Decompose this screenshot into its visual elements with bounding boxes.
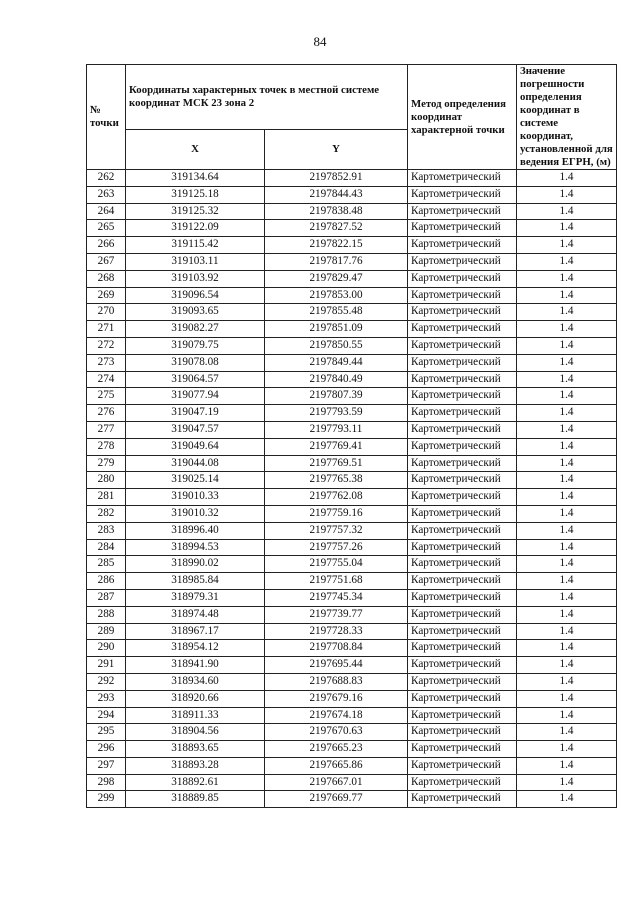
cell-point-number: 263 bbox=[87, 186, 126, 203]
table-row bbox=[87, 774, 617, 791]
cell-y: 2197852.91 bbox=[265, 170, 408, 187]
cell-point-number: 273 bbox=[87, 354, 126, 371]
cell-error: 1.4 bbox=[517, 539, 617, 556]
cell-method: Картометрический bbox=[408, 657, 517, 674]
table-row bbox=[87, 505, 617, 522]
cell-error: 1.4 bbox=[517, 741, 617, 758]
cell-method: Картометрический bbox=[408, 573, 517, 590]
cell-x: 319125.32 bbox=[126, 203, 265, 220]
cell-point-number: 266 bbox=[87, 237, 126, 254]
cell-point-number: 270 bbox=[87, 304, 126, 321]
cell-point-number: 299 bbox=[87, 791, 126, 808]
cell-method: Картометрический bbox=[408, 337, 517, 354]
coordinates-table bbox=[86, 64, 617, 808]
cell-error: 1.4 bbox=[517, 556, 617, 573]
cell-x: 318893.65 bbox=[126, 741, 265, 758]
cell-error: 1.4 bbox=[517, 421, 617, 438]
cell-point-number: 290 bbox=[87, 640, 126, 657]
cell-point-number: 296 bbox=[87, 741, 126, 758]
cell-method: Картометрический bbox=[408, 774, 517, 791]
cell-x: 318893.28 bbox=[126, 757, 265, 774]
cell-method: Картометрический bbox=[408, 690, 517, 707]
table-row bbox=[87, 640, 617, 657]
table-row bbox=[87, 304, 617, 321]
table-row bbox=[87, 371, 617, 388]
cell-point-number: 298 bbox=[87, 774, 126, 791]
cell-y: 2197667.01 bbox=[265, 774, 408, 791]
cell-y: 2197850.55 bbox=[265, 337, 408, 354]
cell-y: 2197739.77 bbox=[265, 606, 408, 623]
cell-method: Картометрический bbox=[408, 354, 517, 371]
cell-x: 318967.17 bbox=[126, 623, 265, 640]
table-row bbox=[87, 606, 617, 623]
table-row bbox=[87, 287, 617, 304]
cell-point-number: 288 bbox=[87, 606, 126, 623]
cell-point-number: 265 bbox=[87, 220, 126, 237]
cell-error: 1.4 bbox=[517, 321, 617, 338]
cell-x: 319064.57 bbox=[126, 371, 265, 388]
cell-error: 1.4 bbox=[517, 455, 617, 472]
cell-y: 2197793.59 bbox=[265, 405, 408, 422]
cell-point-number: 276 bbox=[87, 405, 126, 422]
cell-point-number: 281 bbox=[87, 489, 126, 506]
table-row bbox=[87, 455, 617, 472]
cell-point-number: 279 bbox=[87, 455, 126, 472]
cell-error: 1.4 bbox=[517, 657, 617, 674]
cell-point-number: 291 bbox=[87, 657, 126, 674]
cell-x: 318892.61 bbox=[126, 774, 265, 791]
cell-point-number: 267 bbox=[87, 253, 126, 270]
cell-error: 1.4 bbox=[517, 791, 617, 808]
cell-point-number: 285 bbox=[87, 556, 126, 573]
cell-y: 2197757.32 bbox=[265, 522, 408, 539]
cell-x: 319077.94 bbox=[126, 388, 265, 405]
cell-x: 319047.57 bbox=[126, 421, 265, 438]
cell-y: 2197851.09 bbox=[265, 321, 408, 338]
cell-point-number: 297 bbox=[87, 757, 126, 774]
cell-x: 319010.32 bbox=[126, 505, 265, 522]
cell-method: Картометрический bbox=[408, 237, 517, 254]
cell-y: 2197688.83 bbox=[265, 673, 408, 690]
cell-y: 2197759.16 bbox=[265, 505, 408, 522]
cell-y: 2197849.44 bbox=[265, 354, 408, 371]
cell-x: 319093.65 bbox=[126, 304, 265, 321]
page-number: 84 bbox=[313, 34, 327, 49]
cell-y: 2197807.39 bbox=[265, 388, 408, 405]
cell-error: 1.4 bbox=[517, 606, 617, 623]
cell-error: 1.4 bbox=[517, 270, 617, 287]
cell-y: 2197708.84 bbox=[265, 640, 408, 657]
cell-error: 1.4 bbox=[517, 337, 617, 354]
cell-point-number: 268 bbox=[87, 270, 126, 287]
table-row bbox=[87, 690, 617, 707]
cell-x: 319115.42 bbox=[126, 237, 265, 254]
table-row bbox=[87, 741, 617, 758]
cell-method: Картометрический bbox=[408, 505, 517, 522]
cell-x: 319078.08 bbox=[126, 354, 265, 371]
cell-method: Картометрический bbox=[408, 640, 517, 657]
cell-x: 318934.60 bbox=[126, 673, 265, 690]
cell-x: 319049.64 bbox=[126, 438, 265, 455]
header-method: Метод определения координат характерной точки bbox=[408, 65, 517, 170]
cell-x: 318920.66 bbox=[126, 690, 265, 707]
table-row bbox=[87, 203, 617, 220]
header-coordinates: Координаты характерных точек в местной системе координат МСК 23 зона 2 bbox=[126, 65, 408, 130]
cell-y: 2197817.76 bbox=[265, 253, 408, 270]
cell-y: 2197757.26 bbox=[265, 539, 408, 556]
cell-error: 1.4 bbox=[517, 589, 617, 606]
table-row bbox=[87, 573, 617, 590]
cell-error: 1.4 bbox=[517, 405, 617, 422]
cell-point-number: 286 bbox=[87, 573, 126, 590]
cell-error: 1.4 bbox=[517, 472, 617, 489]
cell-point-number: 292 bbox=[87, 673, 126, 690]
cell-method: Картометрический bbox=[408, 287, 517, 304]
cell-error: 1.4 bbox=[517, 774, 617, 791]
cell-method: Картометрический bbox=[408, 673, 517, 690]
table-body bbox=[87, 170, 617, 808]
cell-error: 1.4 bbox=[517, 220, 617, 237]
cell-y: 2197695.44 bbox=[265, 657, 408, 674]
cell-method: Картометрический bbox=[408, 270, 517, 287]
cell-method: Картометрический bbox=[408, 741, 517, 758]
cell-point-number: 271 bbox=[87, 321, 126, 338]
cell-method: Картометрический bbox=[408, 321, 517, 338]
cell-error: 1.4 bbox=[517, 505, 617, 522]
cell-y: 2197793.11 bbox=[265, 421, 408, 438]
cell-point-number: 272 bbox=[87, 337, 126, 354]
table-row bbox=[87, 321, 617, 338]
cell-method: Картометрический bbox=[408, 589, 517, 606]
cell-y: 2197674.18 bbox=[265, 707, 408, 724]
cell-y: 2197838.48 bbox=[265, 203, 408, 220]
cell-x: 318974.48 bbox=[126, 606, 265, 623]
cell-y: 2197855.48 bbox=[265, 304, 408, 321]
table-row bbox=[87, 438, 617, 455]
cell-x: 318996.40 bbox=[126, 522, 265, 539]
cell-point-number: 264 bbox=[87, 203, 126, 220]
cell-y: 2197751.68 bbox=[265, 573, 408, 590]
cell-error: 1.4 bbox=[517, 623, 617, 640]
cell-x: 319025.14 bbox=[126, 472, 265, 489]
cell-point-number: 284 bbox=[87, 539, 126, 556]
table-row bbox=[87, 220, 617, 237]
cell-error: 1.4 bbox=[517, 354, 617, 371]
cell-x: 318979.31 bbox=[126, 589, 265, 606]
cell-point-number: 283 bbox=[87, 522, 126, 539]
header-x: X bbox=[126, 129, 265, 169]
table-row bbox=[87, 186, 617, 203]
cell-y: 2197670.63 bbox=[265, 724, 408, 741]
cell-y: 2197827.52 bbox=[265, 220, 408, 237]
cell-error: 1.4 bbox=[517, 203, 617, 220]
cell-error: 1.4 bbox=[517, 690, 617, 707]
cell-method: Картометрический bbox=[408, 489, 517, 506]
cell-point-number: 294 bbox=[87, 707, 126, 724]
cell-method: Картометрический bbox=[408, 220, 517, 237]
cell-y: 2197769.41 bbox=[265, 438, 408, 455]
table-row bbox=[87, 388, 617, 405]
cell-x: 319122.09 bbox=[126, 220, 265, 237]
cell-x: 318889.85 bbox=[126, 791, 265, 808]
table-row bbox=[87, 522, 617, 539]
cell-error: 1.4 bbox=[517, 573, 617, 590]
cell-error: 1.4 bbox=[517, 522, 617, 539]
cell-error: 1.4 bbox=[517, 170, 617, 187]
cell-method: Картометрический bbox=[408, 253, 517, 270]
table-row bbox=[87, 405, 617, 422]
cell-point-number: 275 bbox=[87, 388, 126, 405]
table-row bbox=[87, 707, 617, 724]
cell-method: Картометрический bbox=[408, 186, 517, 203]
cell-error: 1.4 bbox=[517, 304, 617, 321]
cell-point-number: 293 bbox=[87, 690, 126, 707]
cell-method: Картометрический bbox=[408, 707, 517, 724]
cell-method: Картометрический bbox=[408, 724, 517, 741]
cell-error: 1.4 bbox=[517, 707, 617, 724]
cell-point-number: 269 bbox=[87, 287, 126, 304]
cell-x: 319082.27 bbox=[126, 321, 265, 338]
cell-x: 318994.53 bbox=[126, 539, 265, 556]
cell-x: 319103.11 bbox=[126, 253, 265, 270]
cell-error: 1.4 bbox=[517, 287, 617, 304]
header-y: Y bbox=[265, 129, 408, 169]
cell-x: 318990.02 bbox=[126, 556, 265, 573]
table-row bbox=[87, 724, 617, 741]
cell-method: Картометрический bbox=[408, 522, 517, 539]
table-row bbox=[87, 556, 617, 573]
header-point-number: № точки bbox=[87, 65, 126, 170]
cell-point-number: 282 bbox=[87, 505, 126, 522]
cell-method: Картометрический bbox=[408, 757, 517, 774]
cell-method: Картометрический bbox=[408, 388, 517, 405]
cell-method: Картометрический bbox=[408, 539, 517, 556]
cell-point-number: 295 bbox=[87, 724, 126, 741]
cell-x: 319047.19 bbox=[126, 405, 265, 422]
cell-point-number: 287 bbox=[87, 589, 126, 606]
table-row bbox=[87, 337, 617, 354]
cell-x: 318985.84 bbox=[126, 573, 265, 590]
cell-error: 1.4 bbox=[517, 489, 617, 506]
table-row bbox=[87, 757, 617, 774]
cell-method: Картометрический bbox=[408, 455, 517, 472]
cell-method: Картометрический bbox=[408, 438, 517, 455]
cell-x: 318941.90 bbox=[126, 657, 265, 674]
cell-x: 318904.56 bbox=[126, 724, 265, 741]
cell-method: Картометрический bbox=[408, 371, 517, 388]
cell-method: Картометрический bbox=[408, 304, 517, 321]
cell-x: 318911.33 bbox=[126, 707, 265, 724]
table-row bbox=[87, 623, 617, 640]
cell-y: 2197840.49 bbox=[265, 371, 408, 388]
header-error: Значение погрешности определения координат в системе координат, установленной для ведения ЕГРН, (м) bbox=[517, 65, 617, 170]
cell-error: 1.4 bbox=[517, 724, 617, 741]
cell-y: 2197755.04 bbox=[265, 556, 408, 573]
cell-error: 1.4 bbox=[517, 640, 617, 657]
table-row bbox=[87, 791, 617, 808]
cell-error: 1.4 bbox=[517, 371, 617, 388]
cell-y: 2197665.23 bbox=[265, 741, 408, 758]
cell-x: 319044.08 bbox=[126, 455, 265, 472]
cell-error: 1.4 bbox=[517, 253, 617, 270]
cell-y: 2197765.38 bbox=[265, 472, 408, 489]
cell-error: 1.4 bbox=[517, 186, 617, 203]
cell-y: 2197853.00 bbox=[265, 287, 408, 304]
cell-point-number: 280 bbox=[87, 472, 126, 489]
cell-y: 2197745.34 bbox=[265, 589, 408, 606]
cell-x: 319103.92 bbox=[126, 270, 265, 287]
table-row bbox=[87, 472, 617, 489]
table-row bbox=[87, 657, 617, 674]
cell-method: Картометрический bbox=[408, 606, 517, 623]
cell-y: 2197679.16 bbox=[265, 690, 408, 707]
table-row bbox=[87, 589, 617, 606]
cell-y: 2197669.77 bbox=[265, 791, 408, 808]
cell-method: Картометрический bbox=[408, 170, 517, 187]
cell-y: 2197769.51 bbox=[265, 455, 408, 472]
cell-error: 1.4 bbox=[517, 388, 617, 405]
table-row bbox=[87, 253, 617, 270]
cell-error: 1.4 bbox=[517, 757, 617, 774]
cell-point-number: 274 bbox=[87, 371, 126, 388]
cell-x: 318954.12 bbox=[126, 640, 265, 657]
table-row bbox=[87, 354, 617, 371]
table-row bbox=[87, 170, 617, 187]
cell-y: 2197728.33 bbox=[265, 623, 408, 640]
table-row bbox=[87, 489, 617, 506]
table-row bbox=[87, 539, 617, 556]
cell-error: 1.4 bbox=[517, 237, 617, 254]
cell-method: Картометрический bbox=[408, 203, 517, 220]
cell-point-number: 262 bbox=[87, 170, 126, 187]
cell-error: 1.4 bbox=[517, 673, 617, 690]
cell-y: 2197829.47 bbox=[265, 270, 408, 287]
cell-method: Картометрический bbox=[408, 421, 517, 438]
cell-x: 319010.33 bbox=[126, 489, 265, 506]
table-row bbox=[87, 421, 617, 438]
cell-method: Картометрический bbox=[408, 405, 517, 422]
cell-y: 2197665.86 bbox=[265, 757, 408, 774]
cell-x: 319096.54 bbox=[126, 287, 265, 304]
cell-method: Картометрический bbox=[408, 791, 517, 808]
table-row bbox=[87, 237, 617, 254]
cell-y: 2197822.15 bbox=[265, 237, 408, 254]
cell-error: 1.4 bbox=[517, 438, 617, 455]
cell-method: Картометрический bbox=[408, 556, 517, 573]
cell-y: 2197844.43 bbox=[265, 186, 408, 203]
cell-y: 2197762.08 bbox=[265, 489, 408, 506]
cell-point-number: 278 bbox=[87, 438, 126, 455]
cell-x: 319079.75 bbox=[126, 337, 265, 354]
cell-point-number: 277 bbox=[87, 421, 126, 438]
cell-x: 319125.18 bbox=[126, 186, 265, 203]
table-row bbox=[87, 673, 617, 690]
table-row bbox=[87, 270, 617, 287]
cell-x: 319134.64 bbox=[126, 170, 265, 187]
cell-point-number: 289 bbox=[87, 623, 126, 640]
cell-method: Картометрический bbox=[408, 472, 517, 489]
cell-method: Картометрический bbox=[408, 623, 517, 640]
